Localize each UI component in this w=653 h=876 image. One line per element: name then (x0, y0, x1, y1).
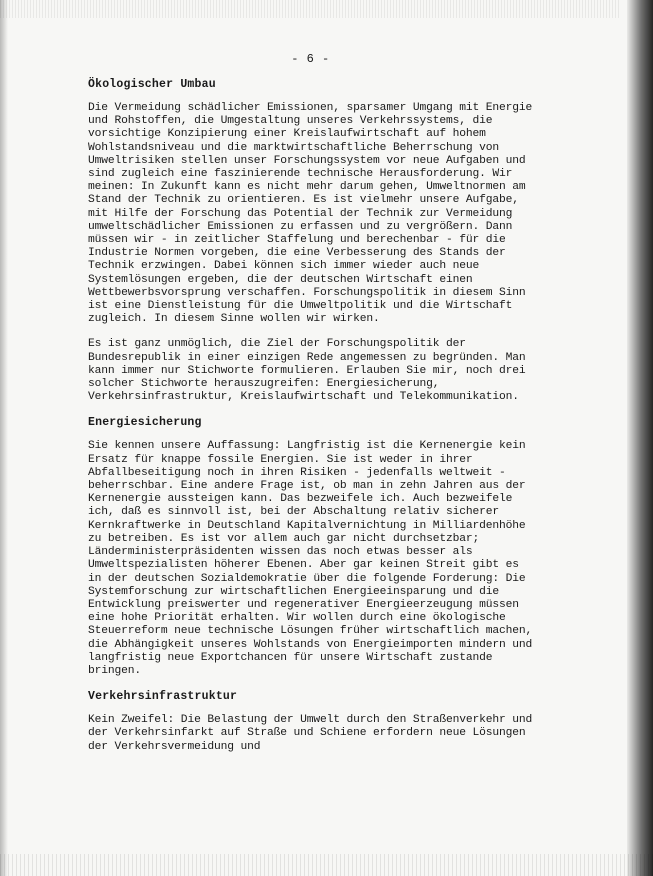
paragraph: Kein Zweifel: Die Belastung der Umwelt durch den Straßenverkehr und der Verkehrsinfarkt auf Straße und Schiene erfordern neue Lösungen der Verkehrsvermeidung und (88, 714, 533, 753)
section-heading: Verkehrsinfrastruktur (88, 690, 238, 704)
document-page (88, 52, 533, 766)
scan-edge-right (627, 0, 653, 876)
section-verkehrsinfrastruktur (88, 690, 533, 754)
section-energiesicherung (88, 416, 533, 678)
page-number: - 6 - (291, 52, 330, 66)
paragraph: Sie kennen unsere Auffassung: Langfristig ist die Kernenergie kein Ersatz für knappe fossile Energien. Sie ist weder in ihrer Abfallbeseitigung noch in ihren Risiken - jedenfalls weltweit - beherrschbar. Eine andere Frage ist, ob man in zehn Jahren aus der Kernenergie aussteigen kann. Das bezweifele ich. Auch bezweifele ich, daß es sinnvoll ist, bei der Abschaltung relativ sicherer Kernkraftwerke in Deutschland Kapitalvernichtung in Milliardenhöhe zu betreiben. Es ist vor allem auch gar nicht durchsetzbar; Länderministerpräsidenten wissen das noch etwas besser als Umweltspezialisten höherer Ebenen. Aber gar keinen Streit gibt es in der deutschen Sozialdemokratie über die folgende Forderung: Die Systemforschung zur wirtschaftlichen Energieeinsparung und die Entwicklung preiswerter und regenerativer Energieerzeugung müssen eine hohe Priorität erhalten. Wir wollen durch eine ökologische Steuerreform neue technische Lösungen früher wirtschaftlich machen, die Abhängigkeit unseres Wohlstands von Energieimporten mindern und langfristig neue Exportchancen für unsere Wirtschaft zustande bringen. (88, 440, 533, 677)
section-heading: Ökologischer Umbau (88, 78, 216, 91)
section-heading: Energiesicherung (88, 416, 202, 430)
paragraph: Die Vermeidung schädlicher Emissionen, sparsamer Umgang mit Energie und Rohstoffen, die Umgestaltung unseres Verkehrssystems, die vorsichtige Konzipierung einer Kreislaufwirtschaft auf hohem Wohlstandsniveau und die marktwirtschaftliche Beherrschung von Umweltrisiken stellen unser Forschungssystem vor neue Aufgaben und sind zugleich eine faszinierende technische Herausforderung. Wir meinen: In Zukunft kann es nicht mehr darum gehen, Umweltnormen am Stand der Technik zu orientieren. Es ist vielmehr unsere Aufgabe, mit Hilfe der Forschung das Potential der Technik zur Vermeidung umweltschädlicher Emissionen zu erfassen und zu vergrößern. Dann müssen wir - in zeitlicher Staffelung und berechenbar - für die Industrie Normen vorgeben, die eine Verbesserung des Stands der Technik erzwingen. Dabei können sich immer wieder auch neue Systemlösungen ergeben, die der deutschen Wirtschaft einen Wettbewerbsvorsprung verschaffen. Forschungspolitik in diesem Sinn ist eine Dienstleistung für die Umweltpolitik und die Wirtschaft zugleich. In diesem Sinne wollen wir wirken. (88, 102, 533, 326)
section-oekologischer-umbau (88, 78, 533, 404)
scan-artifact-top (0, 0, 620, 18)
paragraph: Es ist ganz unmöglich, die Ziel der Forschungspolitik der Bundesrepublik in einer einzigen Rede angemessen zu begründen. Man kann immer nur Stichworte formulieren. Erlauben Sie mir, noch drei solcher Stichworte herauszugreifen: Energiesicherung, Verkehrsinfrastruktur, Kreislaufwirtschaft und Telekommunikation. (88, 338, 526, 404)
scan-artifact-bottom (0, 854, 653, 876)
scan-edge-left (0, 0, 8, 876)
